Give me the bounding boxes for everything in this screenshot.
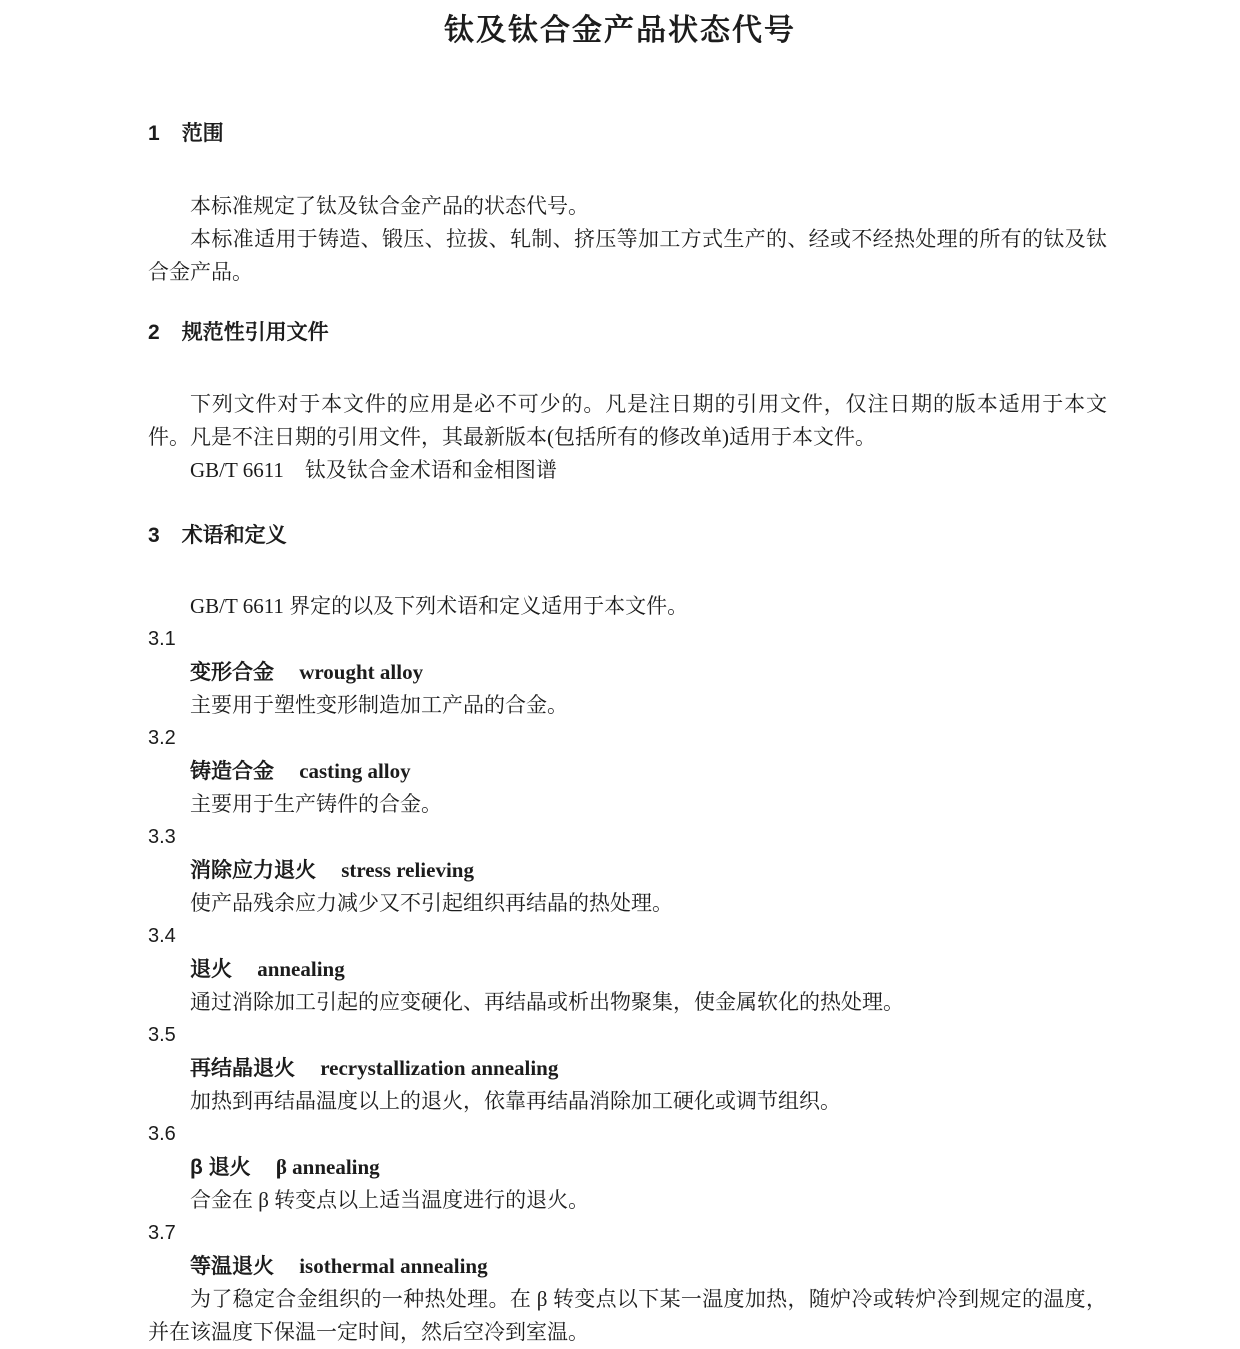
term-name-zh: 铸造合金 — [190, 760, 274, 783]
section-1-heading — [148, 123, 1107, 145]
section-2-title: 规范性引用文件 — [181, 321, 329, 344]
document-body — [148, 123, 1107, 1349]
section-3-number: 3 — [148, 524, 160, 547]
section-3-title: 术语和定义 — [181, 524, 287, 547]
section-3-heading — [148, 525, 1107, 547]
term-name-en: wrought alloy — [299, 660, 424, 684]
term-name-en: isothermal annealing — [299, 1254, 488, 1278]
section-1-title: 范围 — [181, 122, 224, 145]
term-block — [148, 1118, 1107, 1217]
term-name-line — [148, 656, 1107, 689]
term-definition: 使产品残余应力减少又不引起组织再结晶的热处理。 — [190, 891, 673, 915]
term-block — [148, 722, 1107, 821]
term-number: 3.2 — [148, 727, 176, 749]
term-name-line — [148, 953, 1107, 986]
section-2-heading — [148, 322, 1107, 344]
term-name-line — [148, 755, 1107, 788]
term-name-zh: 变形合金 — [190, 661, 274, 684]
term-name-en: stress relieving — [341, 858, 474, 882]
term-definition: 主要用于塑性变形制造加工产品的合金。 — [190, 693, 568, 717]
term-name-line — [148, 854, 1107, 887]
term-name-en: recrystallization annealing — [320, 1056, 559, 1080]
term-name-en: β annealing — [275, 1155, 380, 1179]
term-block — [148, 920, 1107, 1019]
term-definition: 主要用于生产铸件的合金。 — [190, 792, 442, 816]
term-number: 3.4 — [148, 925, 176, 947]
term-number: 3.5 — [148, 1024, 176, 1046]
section-1-paragraph: 本标准规定了钛及钛合金产品的状态代号。 — [190, 194, 589, 218]
term-definition: 合金在 β 转变点以上适当温度进行的退火。 — [190, 1188, 590, 1212]
term-name-en: casting alloy — [299, 759, 411, 783]
term-number: 3.6 — [148, 1123, 176, 1145]
term-name-line — [148, 1151, 1107, 1184]
section-2-number: 2 — [148, 321, 160, 344]
term-name-zh: 等温退火 — [190, 1255, 274, 1278]
term-definition: 通过消除加工引起的应变硬化、再结晶或析出物聚集，使金属软化的热处理。 — [190, 990, 904, 1014]
section-1-number: 1 — [148, 122, 160, 145]
term-block — [148, 1217, 1107, 1349]
term-name-zh: 再结晶退火 — [190, 1057, 295, 1080]
term-definition: 加热到再结晶温度以上的退火，依靠再结晶消除加工硬化或调节组织。 — [190, 1089, 841, 1113]
document-title: 钛及钛合金产品状态代号 — [444, 14, 796, 47]
term-block — [148, 821, 1107, 920]
term-name-line — [148, 1250, 1107, 1283]
term-name-zh: β 退火 — [190, 1156, 251, 1179]
term-block — [148, 1019, 1107, 1118]
section-3-intro: GB/T 6611 界定的以及下列术语和定义适用于本文件。 — [190, 594, 689, 618]
term-name-en: annealing — [257, 957, 345, 981]
term-number: 3.7 — [148, 1222, 176, 1244]
term-name-line — [148, 1052, 1107, 1085]
term-block — [148, 623, 1107, 722]
term-name-zh: 消除应力退火 — [190, 859, 316, 882]
section-1-paragraph: 本标准适用于铸造、锻压、拉拔、轧制、挤压等加工方式生产的、经或不经热处理的所有的钛及钛合金产品。 — [148, 227, 1107, 284]
term-name-zh: 退火 — [190, 958, 232, 981]
normative-reference: GB/T 6611 钛及钛合金术语和金相图谱 — [190, 458, 557, 482]
section-2-paragraph: 下列文件对于本文件的应用是必不可少的。凡是注日期的引用文件，仅注日期的版本适用于本文件。凡是不注日期的引用文件，其最新版本(包括所有的修改单)适用于本文件。 — [148, 392, 1107, 449]
term-definition: 为了稳定合金组织的一种热处理。在 β 转变点以下某一温度加热，随炉冷或转炉冷到规定的温度，并在该温度下保温一定时间，然后空冷到室温。 — [148, 1287, 1107, 1344]
term-number: 3.1 — [148, 628, 176, 650]
term-number: 3.3 — [148, 826, 176, 848]
